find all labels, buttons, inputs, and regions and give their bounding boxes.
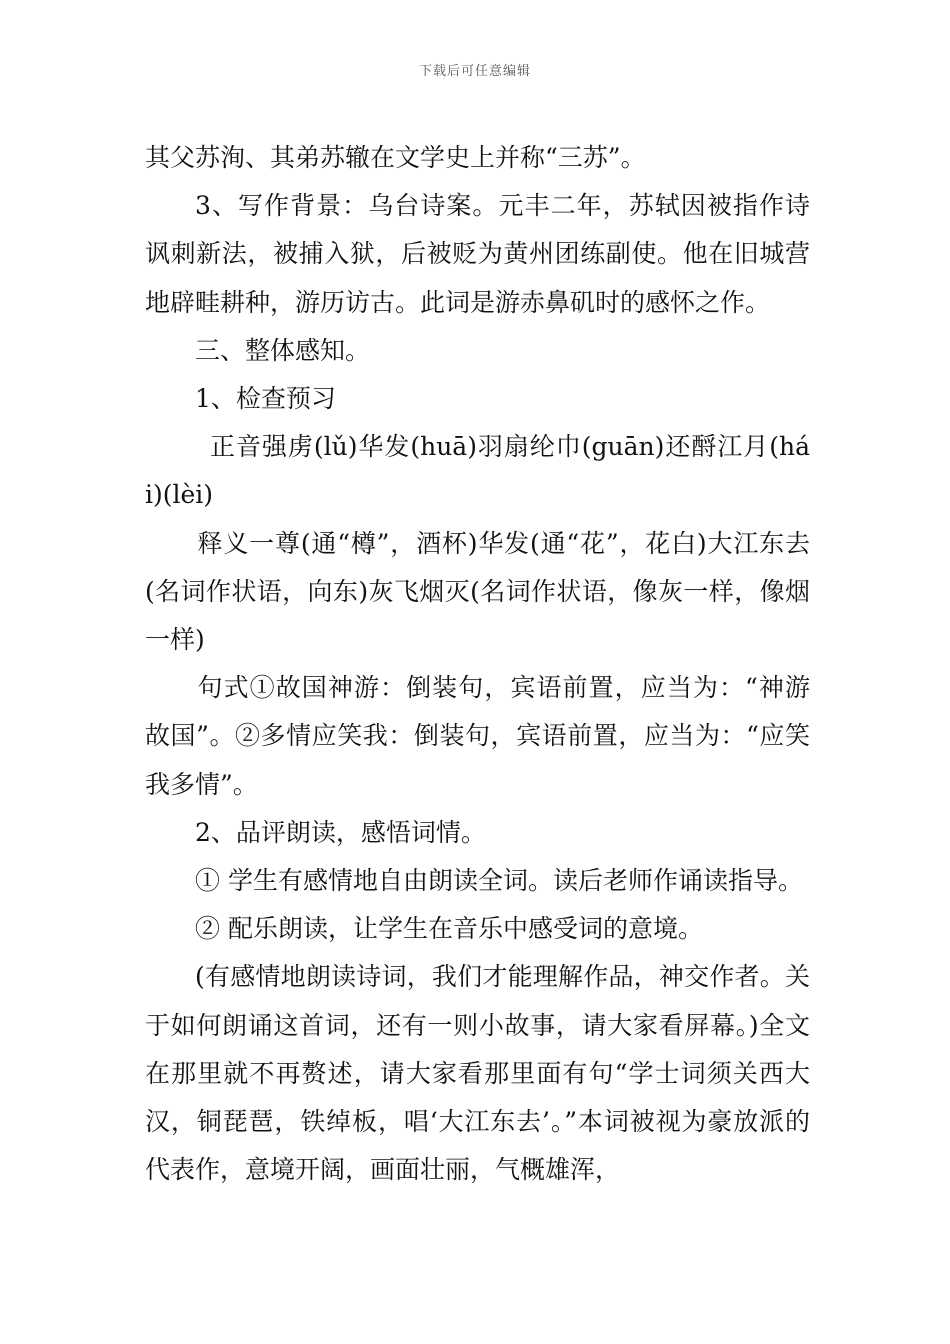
- paragraph-background: 3、写作背景：乌台诗案。元丰二年，苏轼因被指作诗讽刺新法，被捕入狱，后被贬为黄州团练副使。他在旧城营地辟畦耕种，游历访古。此词是游赤鼻矶时的感怀之作。: [145, 191, 810, 317]
- subheading-preview: 1、检查预习: [195, 384, 336, 414]
- paragraph-sentence-patterns: 句式①故国神游：倒装句，宾语前置，应当为：“神游故国”。②多情应笑我：倒装句，宾语前置，应当为：“应笑我多情”。: [145, 673, 810, 799]
- list-item-music-reading: ② 配乐朗读，让学生在音乐中感受词的意境。: [195, 914, 703, 944]
- paragraph-pronunciation: 正音强虏(lǔ)华发(huā)羽扇纶巾(guān)还酹江月(hái)(lèi): [145, 432, 810, 510]
- paragraph-definitions: 释义一尊(通“樽”，酒杯)华发(通“花”，花白)大江东去(名词作状语，向东)灰飞烟灭(名词作状语，像灰一样，像烟一样): [145, 528, 810, 655]
- subheading-reading: 2、品评朗读，感悟词情。: [195, 817, 486, 847]
- document-body: [145, 134, 810, 1194]
- list-item-free-reading: ① 学生有感情地自由朗读全词。读后老师作诵读指导。: [195, 866, 803, 896]
- paragraph-story: (有感情地朗读诗词，我们才能理解作品，神交作者。关于如何朗诵这首词，还有一则小故事，请大家看屏幕。)全文在那里就不再赘述，请大家看那里面有句“学士词须关西大汉，铜琵琶，铁绰板，唱‘大江东去’。”本词被视为豪放派的代表作，意境开阔，画面壮丽，气概雄浑，: [145, 962, 810, 1185]
- paragraph-sansu: 其父苏洵、其弟苏辙在文学史上并称“三苏”。: [145, 143, 646, 172]
- section-heading-overall: 三、整体感知。: [195, 335, 371, 365]
- page-header: 下载后可任意编辑: [418, 64, 531, 79]
